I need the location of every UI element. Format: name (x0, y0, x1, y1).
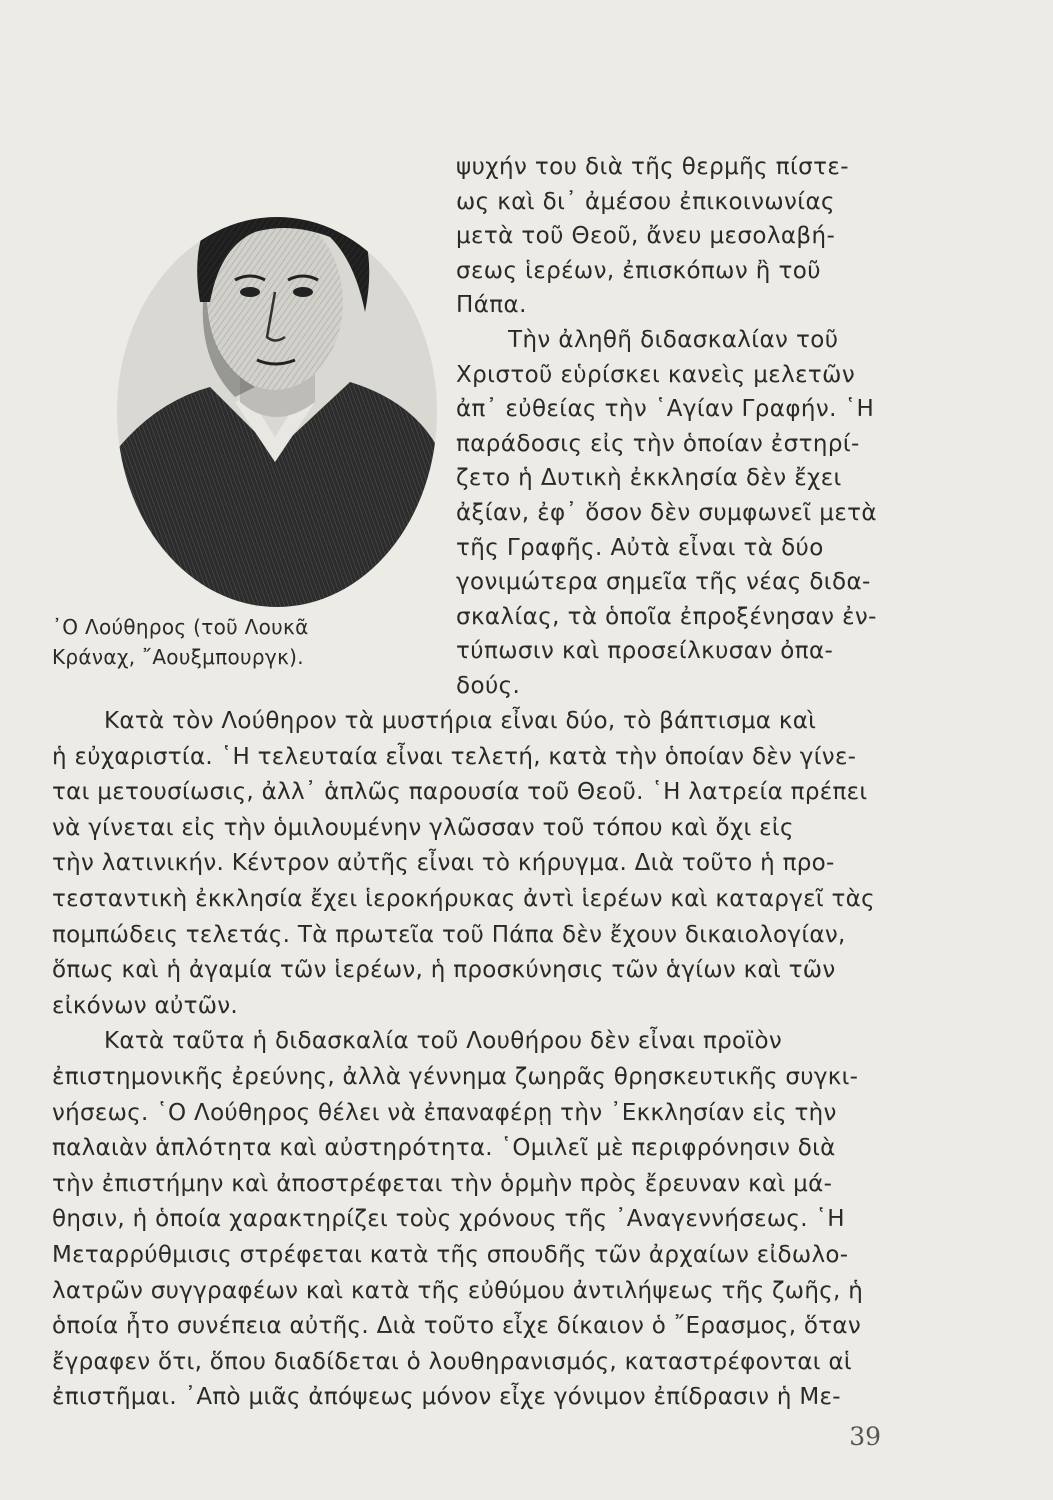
text-line: λατρῶν συγγραφέων καὶ κατὰ τῆς εὐθύμου ἀντιλήψεως τῆς ζωῆς, ἡ (52, 1277, 864, 1304)
text-line: ἀξίαν, ἐφ᾿ ὅσον δὲν συμφωνεῖ μετὰ (456, 499, 877, 526)
text-line: ζετο ἡ Δυτικὴ ἐκκλησία δὲν ἔχει (456, 465, 842, 492)
text-line: ὁποία ἦτο συνέπεια αὐτῆς. Διὰ τοῦτο εἶχε δίκαιον ὁ ῎Ερασμος, ὅταν (52, 1313, 862, 1340)
right-column-text (456, 150, 876, 704)
text-line: Τὴν ἀληθῆ διδασκαλίαν τοῦ (508, 326, 839, 353)
text-line: παλαιὰν ἁπλότητα καὶ αὐστηρότητα. ῾Ομιλεῖ μὲ περιφρόνησιν διὰ (52, 1135, 836, 1162)
text-line: σεως ἱερέων, ἐπισκόπων ἢ τοῦ (456, 257, 821, 284)
main-body-text (52, 704, 882, 1416)
text-line: ἔγραφεν ὅτι, ὅπου διαδίδεται ὁ λουθηρανισμός, καταστρέφονται αἱ (52, 1348, 853, 1375)
text-line: Χριστοῦ εὑρίσκει κανεὶς μελετῶν (456, 361, 856, 388)
text-line: μετὰ τοῦ Θεοῦ, ἄνευ μεσολαβή- (456, 223, 836, 250)
text-line: θησιν, ἡ ὁποία χαρακτηρίζει τοὺς χρόνους τῆς ᾿Αναγεννήσεως. ῾Η (52, 1206, 845, 1233)
text-line: νὰ γίνεται εἰς τὴν ὁμιλουμένην γλῶσσαν τοῦ τόπου καὶ ὄχι εἰς (52, 814, 794, 841)
text-line: σκαλίας, τὰ ὁποῖα ἐπροξένησαν ἐν- (456, 603, 877, 630)
text-line: τεσταντικὴ ἐκκλησία ἔχει ἱεροκήρυκας ἀντὶ ἱερέων καὶ καταργεῖ τὰς (52, 885, 875, 912)
text-line: τύπωσιν καὶ προσείλκυσαν ὀπα- (456, 638, 834, 665)
text-line: τὴν λατινικήν. Κέντρον αὐτῆς εἶναι τὸ κήρυγμα. Διὰ τοῦτο ἡ προ- (52, 850, 835, 877)
luther-portrait-engraving (115, 152, 440, 607)
text-line: γονιμώτερα σημεῖα τῆς νέας διδα- (456, 569, 871, 596)
text-line: Μεταρρύθμισις στρέφεται κατὰ τῆς σπουδῆς τῶν ἀρχαίων εἰδωλο- (52, 1241, 849, 1268)
text-line: ἐπιστημονικῆς ἐρεύνης, ἀλλὰ γέννημα ζωηρᾶς θρησκευτικῆς συγκι- (52, 1063, 859, 1090)
page-number: 39 (849, 1422, 881, 1451)
text-line: παράδοσις εἰς τὴν ὁποίαν ἐστηρί- (456, 430, 860, 457)
text-line: πομπώδεις τελετάς. Τὰ πρωτεῖα τοῦ Πάπα δὲν ἔχουν δικαιολογίαν, (52, 921, 846, 948)
text-line: τὴν ἐπιστήμην καὶ ἀποστρέφεται τὴν ὁρμὴν πρὸς ἔρευναν καὶ μά- (52, 1170, 833, 1197)
text-line: νήσεως. ῾Ο Λούθηρος θέλει νὰ ἐπαναφέρῃ τὴν ᾿Εκκλησίαν εἰς τὴν (52, 1099, 837, 1126)
text-line: ται μετουσίωσις, ἀλλ᾿ ἁπλῶς παρουσία τοῦ Θεοῦ. ῾Η λατρεία πρέπει (52, 779, 868, 806)
text-line: ἡ εὐχαριστία. ῾Η τελευταία εἶναι τελετή, κατὰ τὴν ὁποίαν δὲν γίνε- (52, 743, 857, 770)
text-line: ὅπως καὶ ἡ ἀγαμία τῶν ἱερέων, ἡ προσκύνησις τῶν ἁγίων καὶ τῶν (52, 957, 836, 984)
caption-line: Κράναχ, ῎Αουξμπουργκ). (52, 645, 304, 669)
text-line: Κατὰ ταῦτα ἡ διδασκαλία τοῦ Λουθήρου δὲν εἶναι προϊὸν (104, 1028, 783, 1055)
text-line: Πάπα. (456, 292, 527, 319)
text-line: εἰκόνων αὐτῶν. (52, 992, 239, 1019)
text-line: ψυχήν του διὰ τῆς θερμῆς πίστε- (456, 154, 849, 180)
text-line: τῆς Γραφῆς. Αὐτὰ εἶναι τὰ δύο (456, 534, 824, 561)
portrait-caption (52, 612, 352, 672)
caption-line: ᾿Ο Λούθηρος (τοῦ Λουκᾶ (52, 615, 309, 639)
text-line: ως καὶ δι᾿ ἀμέσου ἐπικοινωνίας (456, 188, 835, 215)
text-line: Κατὰ τὸν Λούθηρον τὰ μυστήρια εἶναι δύο, τὸ βάπτισμα καὶ (104, 708, 817, 734)
text-line: ἀπ᾿ εὐθείας τὴν ῾Αγίαν Γραφήν. ῾Η (456, 396, 875, 423)
text-line: ἐπιστῆμαι. ᾿Απὸ μιᾶς ἀπόψεως μόνον εἶχε γόνιμον ἐπίδρασιν ἡ Με- (52, 1384, 841, 1411)
text-line: δούς. (456, 672, 521, 699)
